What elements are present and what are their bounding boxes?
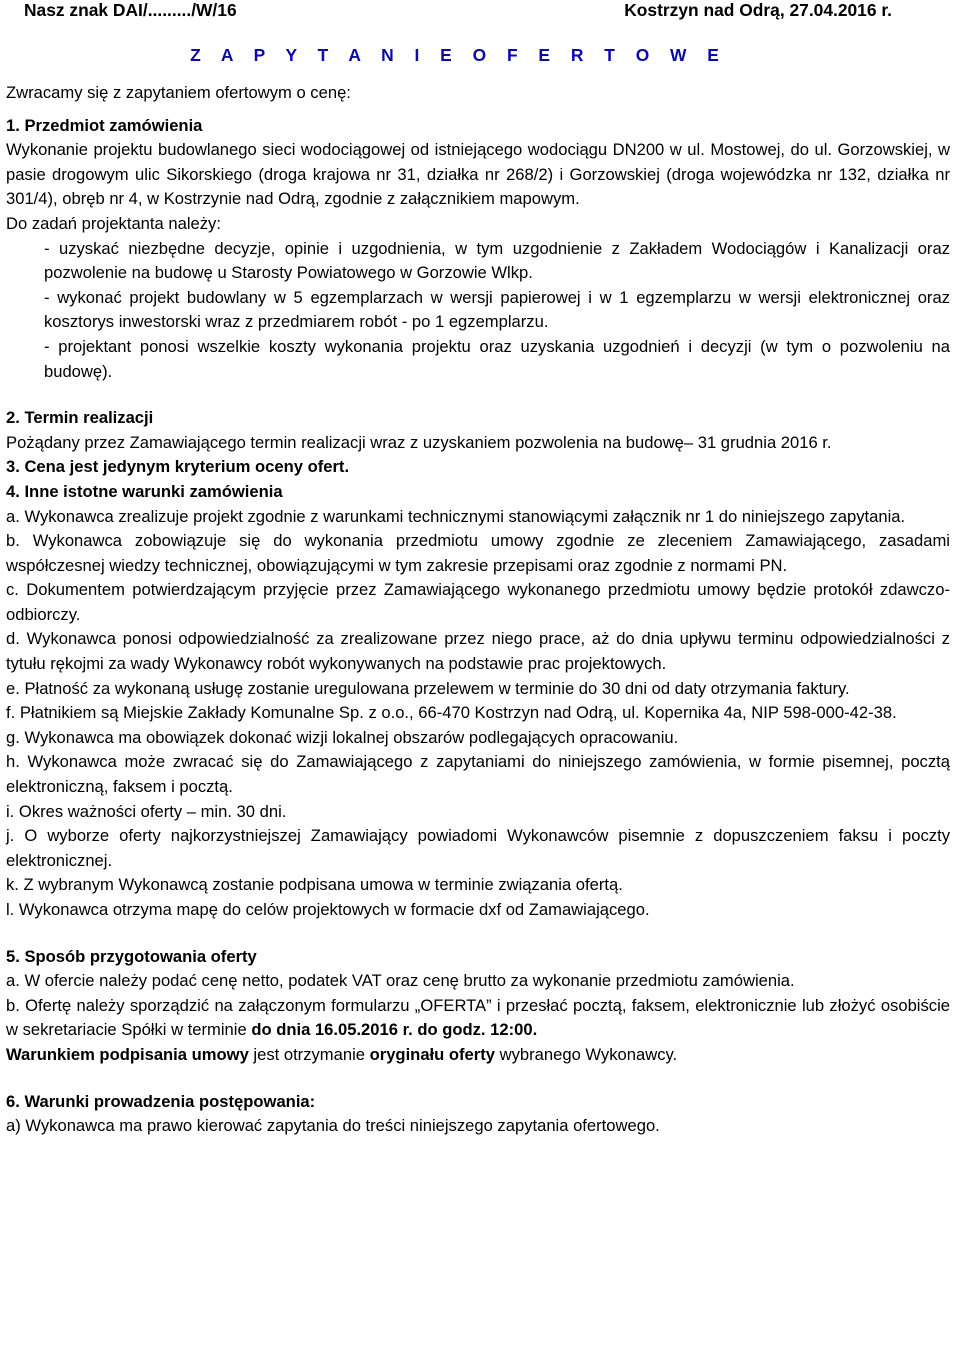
place-and-date: Kostrzyn nad Odrą, 27.04.2016 r.	[624, 0, 892, 20]
procedure-item-a: a) Wykonawca ma prawo kierować zapytania do treści niniejszego zapytania ofertowego.	[6, 1116, 660, 1136]
section-1-heading: 1. Przedmiot zamówienia	[6, 115, 203, 135]
offer-condition-end: wybranego Wykonawcy.	[495, 1044, 678, 1064]
condition-item: h. Wykonawca może zwracać się do Zamawiającego z zapytaniami do niniejszego zamówienia, w formie pisemnej, pocztą elektroniczną, faksem i pocztą.	[6, 752, 950, 797]
offer-condition-bold-1: Warunkiem podpisania umowy	[6, 1044, 249, 1064]
document-page	[6, 0, 950, 1139]
condition-item: f. Płatnikiem są Miejskie Zakłady Komunalne Sp. z o.o., 66-470 Kostrzyn nad Odrą, ul. Kopernika 4a, NIP 598-000-42-38.	[6, 703, 897, 723]
document-header	[6, 0, 950, 24]
task-item: - uzyskać niezbędne decyzje, opinie i uzgodnienia, w tym uzgodnienie z Zakładem Wodociągów i Kanalizacji oraz pozwolenie na budowę u Starosty Powiatowego w Gorzowie Wlkp.	[44, 238, 950, 283]
document-title: Z A P Y T A N I E O F E R T O W E	[190, 45, 722, 65]
offer-item-b-text: b. Ofertę należy sporządzić na załączonym formularzu „OFERTA” i przesłać pocztą, faksem, elektronicznie lub złożyć osobiście w sekretariacie Spółki w terminie	[6, 995, 950, 1040]
section-2-heading: 2. Termin realizacji	[6, 408, 154, 428]
offer-deadline: do dnia 16.05.2016 r. do godz. 12:00.	[251, 1020, 538, 1040]
condition-item: k. Z wybranym Wykonawcą zostanie podpisana umowa w terminie związania ofertą.	[6, 875, 623, 895]
offer-item-b	[6, 994, 950, 1043]
reference-number: Nasz znak DAI/........./W/16	[24, 0, 237, 20]
condition-item: l. Wykonawca otrzyma mapę do celów projektowych w formacie dxf od Zamawiającego.	[6, 900, 650, 919]
offer-item-a: a. W ofercie należy podać cenę netto, podatek VAT oraz cenę brutto za wykonanie przedmiotu zamówienia.	[6, 971, 795, 991]
tasks-heading: Do zadań projektanta należy:	[6, 213, 221, 233]
condition-item: e. Płatność za wykonaną usługę zostanie uregulowana przelewem w terminie do 30 dni od daty otrzymania faktury.	[6, 678, 850, 698]
section-6-heading: 6. Warunki prowadzenia postępowania:	[6, 1091, 316, 1111]
condition-item: j. O wyborze oferty najkorzystniejszej Zamawiający powiadomi Wykonawców pisemnie z dopuszczeniem faksu i poczty elektronicznej.	[6, 826, 950, 870]
task-item: - projektant ponosi wszelkie koszty wykonania projektu oraz uzyskania uzgodnień i decyzji (w tym o pozwoleniu na budowę).	[44, 336, 950, 381]
section-3-heading: 3. Cena jest jedynym kryterium oceny ofert.	[6, 457, 350, 477]
intro-text: Zwracamy się z zapytaniem ofertowym o cenę:	[6, 83, 351, 102]
condition-item: c. Dokumentem potwierdzającym przyjęcie przez Zamawiającego wykonanego przedmiotu umowy będzie protokół zdawczo-odbiorczy.	[6, 580, 950, 624]
condition-item: d. Wykonawca ponosi odpowiedzialność za zrealizowane przez niego prace, aż do dnia upływu terminu odpowiedzialności z tytułu rękojmi za wady Wykonawcy robót wykonywanych na podstawie prac projektowych.	[6, 629, 950, 674]
section-2-text: Pożądany przez Zamawiającego termin realizacji wraz z uzyskaniem pozwolenia na budowę– 31 grudnia 2016 r.	[6, 432, 832, 452]
offer-condition-text: jest otrzymanie	[248, 1044, 370, 1064]
section-5-heading: 5. Sposób przygotowania oferty	[6, 946, 257, 966]
offer-condition	[6, 1043, 950, 1068]
task-item: - wykonać projekt budowlany w 5 egzemplarzach w wersji papierowej i w 1 egzemplarzu w wersji elektronicznej oraz kosztorys inwestorski wraz z przedmiarem robót - po 1 egzemplarzu.	[44, 287, 950, 332]
condition-item: b. Wykonawca zobowiązuje się do wykonania przedmiotu umowy zgodnie ze zleceniem Zamawiającego, zasadami współczesnej wiedzy technicznej, obowiązującymi w tym zakresie przepisami oraz zgodnie z normami PN.	[6, 531, 950, 575]
offer-condition-bold-2: oryginału oferty	[369, 1044, 496, 1064]
section-4-heading: 4. Inne istotne warunki zamówienia	[6, 481, 283, 501]
section-1-description: Wykonanie projektu budowlanego sieci wodociągowej od istniejącego wodociągu DN200 w ul. Mostowej, do ul. Gorzowskiej, w pasie drogowym ulic Sikorskiego (droga krajowa nr 31, działka nr 268/2) i Gorzowskiej (droga wojewódzka nr 132, działka nr 301/4), obręb nr 4, w Kostrzynie nad Odrą, zgodnie z załącznikiem mapowym.	[6, 140, 950, 209]
condition-item: a. Wykonawca zrealizuje projekt zgodnie z warunkami technicznymi stanowiącymi załącznik nr 1 do niniejszego zapytania.	[6, 506, 906, 526]
condition-item: g. Wykonawca ma obowiązek dokonać wizji lokalnej obszarów podlegających opracowaniu.	[6, 727, 679, 747]
condition-item: i. Okres ważności oferty – min. 30 dni.	[6, 801, 287, 821]
